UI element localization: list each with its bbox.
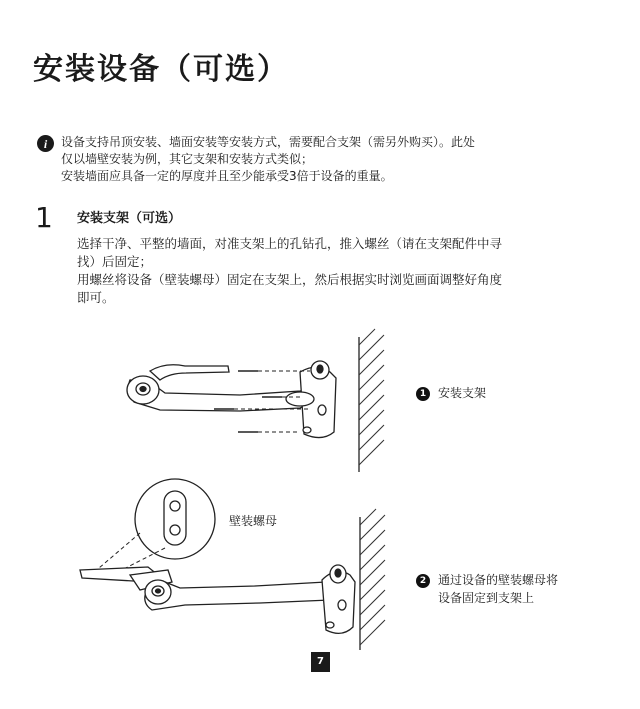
step-line: 用螺丝将设备（壁装螺母）固定在支架上，然后根据实时浏览画面调整好角度 xyxy=(77,272,503,287)
page-title: 安装设备（可选） xyxy=(33,52,289,87)
bracket-illustration-2 xyxy=(80,565,355,633)
svg-text:i: i xyxy=(43,137,48,151)
wall-illustration-2 xyxy=(360,509,385,650)
callout-number: 1 xyxy=(416,387,430,401)
note-line: 仅以墙壁安装为例，其它支架和安装方式类似； xyxy=(61,152,314,166)
callout-text: 通过设备的壁装螺母将 xyxy=(438,573,559,587)
note-line: 安装墙面应具备一定的厚度并且至少能承受3倍于设备的重量。 xyxy=(61,169,393,183)
step-line: 找）后固定； xyxy=(77,254,153,269)
callout-install-bracket xyxy=(416,384,486,402)
step-line: 选择干净、平整的墙面，对准支架上的孔钻孔，推入螺丝（请在支架配件中寻 xyxy=(77,236,503,251)
callout-text: 安装支架 xyxy=(438,386,487,400)
step-title: 安装支架（可选） xyxy=(77,211,182,226)
page-number: 7 xyxy=(311,652,330,672)
wall-illustration-1 xyxy=(359,329,384,472)
bracket-illustration-1 xyxy=(127,361,336,438)
callout-number: 2 xyxy=(416,574,430,588)
callout-text: 设备固定到支架上 xyxy=(438,591,535,605)
note-line: 设备支持吊顶安装、墙面安装等安装方式，需要配合支架（需另外购买）。此处 xyxy=(61,135,476,149)
wall-nut-zoom xyxy=(135,479,215,559)
step-line: 即可。 xyxy=(77,290,115,305)
step-number: 1 xyxy=(35,201,53,234)
wall-nut-label: 壁装螺母 xyxy=(229,514,278,528)
callout-fix-device xyxy=(416,571,558,607)
